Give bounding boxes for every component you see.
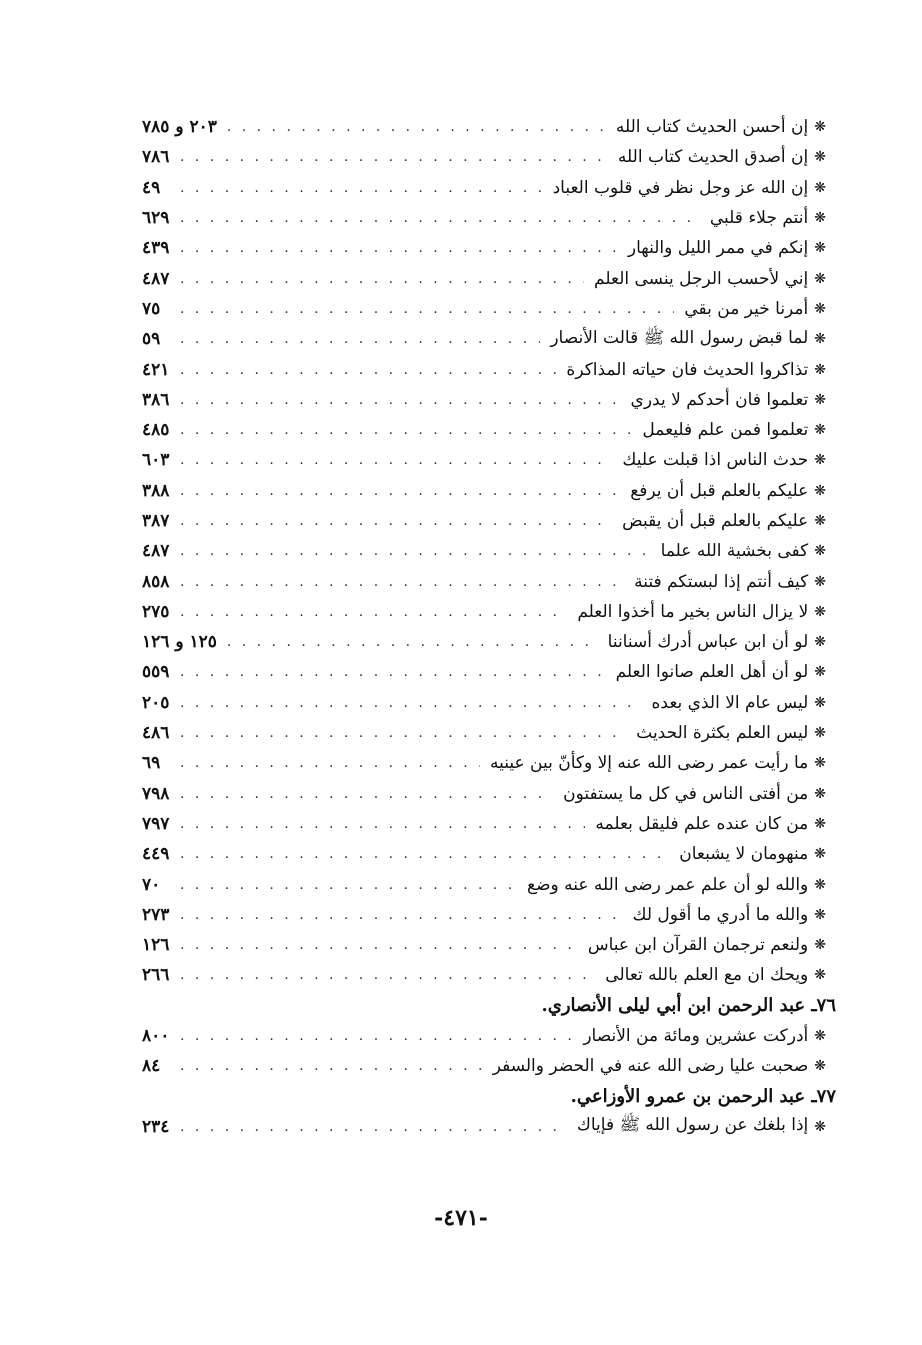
entry-text: أنتم جلاء قلبي <box>709 208 809 229</box>
bullet-icon: ❋ <box>814 240 826 257</box>
bullet-icon: ❋ <box>814 179 826 196</box>
dot-leader <box>180 301 674 317</box>
bullet-icon: ❋ <box>814 694 826 711</box>
entry-text: لا يزال الناس بخير ما أخذوا العلم <box>577 601 809 622</box>
entry-text: إن أصدق الحديث كتاب الله <box>617 147 809 168</box>
bullet-icon: ❋ <box>814 543 826 560</box>
dot-leader <box>180 452 612 468</box>
entry-text: إن الله عز وجل نظر في قلوب العباد <box>552 177 809 198</box>
entry-page-number: ٨٥٨ <box>142 571 170 592</box>
index-entry <box>142 142 826 172</box>
dot-leader <box>180 846 669 862</box>
entry-page-number: ٢٦٦ <box>142 965 170 986</box>
entry-page-number: ٤٢١ <box>142 359 170 380</box>
dot-leader <box>180 331 540 347</box>
index-entry <box>142 627 826 657</box>
dot-leader <box>180 1058 483 1074</box>
dot-leader <box>227 634 598 650</box>
entry-page-number: ٤٨٧ <box>142 268 170 289</box>
index-entry <box>142 688 826 718</box>
entry-page-number: ٧٠ <box>142 874 161 895</box>
dot-leader <box>180 392 621 408</box>
index-entry <box>142 657 826 687</box>
bullet-icon: ❋ <box>814 149 826 166</box>
entry-text: عليكم بالعلم قبل أن يقبض <box>622 511 809 531</box>
index-entry <box>142 718 826 748</box>
entry-page-number: ٥٥٩ <box>142 662 170 683</box>
entry-text: صحبت عليا رضى الله عنه في الحضر والسفر <box>492 1056 809 1077</box>
entry-page-number: ٦٢٩ <box>142 208 170 229</box>
index-entry <box>142 1051 826 1081</box>
index-entry <box>142 1112 826 1142</box>
entry-text: لو أن ابن عباس أدرك أسناننا <box>607 632 809 653</box>
dot-leader <box>180 604 567 620</box>
bullet-icon: ❋ <box>814 906 826 923</box>
index-entry <box>142 1021 826 1051</box>
dot-leader <box>227 119 606 135</box>
index-entry <box>142 324 826 354</box>
index-entry <box>142 748 826 778</box>
entry-text: ولنعم ترجمان القرآن ابن عباس <box>587 935 809 956</box>
entry-text: ما رأيت عمر رضى الله عنه إلا وكأنّ بين عينيه <box>489 753 809 774</box>
dot-leader <box>180 271 584 287</box>
section-heading: ٧٦ـ عبد الرحمن ابن أبي ليلى الأنصاري. <box>541 995 836 1017</box>
entry-text: كيف أنتم إذا لبستكم فتنة <box>634 571 809 592</box>
entry-page-number: ٤٨٦ <box>142 723 170 744</box>
bullet-icon: ❋ <box>814 1028 826 1045</box>
dot-leader <box>180 543 651 559</box>
entry-text: منهومان لا يشبعان <box>679 844 809 865</box>
bullet-icon: ❋ <box>814 331 826 348</box>
entry-text: من كان عنده علم فليقل بعلمه <box>595 813 809 834</box>
bullet-icon: ❋ <box>814 391 826 408</box>
entry-text: إنكم في ممر الليل والنهار <box>627 238 809 259</box>
entry-text: تعلموا فمن علم فليعمل <box>642 420 809 441</box>
entry-text: عليكم بالعلم قبل أن يرفع <box>630 480 809 501</box>
dot-leader <box>180 240 618 256</box>
dot-leader <box>180 422 632 438</box>
bullet-icon: ❋ <box>814 664 826 681</box>
entry-text: لما قبض رسول الله ﷺ قالت الأنصار <box>550 327 809 348</box>
dot-leader <box>180 664 606 680</box>
dot-leader <box>180 937 578 953</box>
entry-page-number: ٣٨٦ <box>142 389 170 410</box>
bullet-icon: ❋ <box>814 785 826 802</box>
index-entry <box>142 809 826 839</box>
index-entry <box>142 112 826 142</box>
bullet-icon: ❋ <box>814 573 826 590</box>
index-entry <box>142 960 826 990</box>
index-entry <box>142 779 826 809</box>
entry-text: أدركت عشرين ومائة من الأنصار <box>583 1026 809 1047</box>
dot-leader <box>180 877 517 893</box>
entry-page-number: ١٢٦ <box>142 935 170 956</box>
index-entry <box>142 233 826 263</box>
entry-text: من أفتى الناس في كل ما يستفتون <box>563 783 809 804</box>
entry-page-number: ٦٩ <box>142 753 161 774</box>
entry-page-number: ٨٠٠ <box>142 1026 170 1047</box>
entry-page-number: ٣٨٧ <box>142 511 170 531</box>
index-entry <box>142 173 826 203</box>
index-entry <box>142 900 826 930</box>
entry-page-number: ٥٩ <box>142 329 161 350</box>
dot-leader <box>180 180 543 196</box>
entry-page-number: ٢٧٣ <box>142 904 170 925</box>
dot-leader <box>180 362 556 378</box>
entry-text: إذا بلغك عن رسول الله ﷺ فإياك <box>576 1115 809 1136</box>
dot-leader <box>180 786 553 802</box>
dot-leader <box>180 1119 567 1135</box>
entry-text: تعلموا فان أحدكم لا يدري <box>630 389 809 410</box>
index-entry <box>142 415 826 445</box>
entry-page-number: ٢٣٤ <box>142 1116 170 1137</box>
bullet-icon: ❋ <box>814 937 826 954</box>
index-entry <box>142 566 826 596</box>
page-number: -٤٧١- <box>434 1205 488 1231</box>
entry-text: والله ما أدري ما أقول لك <box>632 904 809 925</box>
dot-leader <box>180 725 626 741</box>
bullet-icon: ❋ <box>814 967 826 984</box>
entry-page-number: ١٢٥ و ١٢٦ <box>142 632 217 653</box>
entry-page-number: ٢٧٥ <box>142 601 170 622</box>
entry-page-number: ٨٤ <box>142 1056 161 1077</box>
index-entry <box>142 445 826 475</box>
entry-text: ليس العلم بكثرة الحديث <box>636 723 809 744</box>
entry-text: إن أحسن الحديث كتاب الله <box>615 117 809 138</box>
dot-leader <box>180 755 480 771</box>
entry-page-number: ٢٠٣ و ٧٨٥ <box>142 117 217 138</box>
index-entry <box>142 354 826 384</box>
bullet-icon: ❋ <box>814 634 826 651</box>
entry-text: لو أن أهل العلم صانوا العلم <box>615 662 809 683</box>
entry-text: كفى بخشية الله علما <box>660 541 809 562</box>
index-entry <box>142 385 826 415</box>
index-entry <box>142 263 826 293</box>
bullet-icon: ❋ <box>814 1118 826 1135</box>
entry-page-number: ٤٨٥ <box>142 420 170 441</box>
dot-leader <box>180 574 624 590</box>
bullet-icon: ❋ <box>814 876 826 893</box>
entry-page-number: ٢٠٥ <box>142 692 170 713</box>
index-list <box>142 112 836 1142</box>
bullet-icon: ❋ <box>814 755 826 772</box>
index-entry <box>142 294 826 324</box>
entry-text: ليس عام الا الذي بعده <box>651 692 809 713</box>
section-heading: ٧٧ـ عبد الرحمن بن عمرو الأوزاعي. <box>570 1086 836 1108</box>
bullet-icon: ❋ <box>814 452 826 469</box>
index-entry <box>142 506 826 536</box>
index-entry <box>142 930 826 960</box>
entry-page-number: ٧٨٦ <box>142 147 170 168</box>
index-entry <box>142 203 826 233</box>
entry-page-number: ٤٣٩ <box>142 238 170 259</box>
bullet-icon: ❋ <box>814 482 826 499</box>
index-entry <box>142 869 826 899</box>
bullet-icon: ❋ <box>814 119 826 136</box>
dot-leader <box>180 907 623 923</box>
dot-leader <box>180 816 585 832</box>
entry-page-number: ٧٥ <box>142 298 161 319</box>
entry-page-number: ٤٤٩ <box>142 844 170 865</box>
bullet-icon: ❋ <box>814 603 826 620</box>
bullet-icon: ❋ <box>814 725 826 742</box>
dot-leader <box>180 513 612 529</box>
entry-page-number: ٤٩ <box>142 177 161 198</box>
dot-leader <box>180 967 595 983</box>
entry-page-number: ٧٩٨ <box>142 783 170 804</box>
entry-text: أمرنا خير من بقي <box>684 298 809 319</box>
dot-leader <box>180 695 642 711</box>
entry-page-number: ٧٩٧ <box>142 813 170 834</box>
bullet-icon: ❋ <box>814 361 826 378</box>
dot-leader <box>180 210 700 226</box>
index-entry <box>142 839 826 869</box>
dot-leader <box>180 149 608 165</box>
bullet-icon: ❋ <box>814 846 826 863</box>
bullet-icon: ❋ <box>814 210 826 227</box>
entry-page-number: ٣٨٨ <box>142 480 170 501</box>
bullet-icon: ❋ <box>814 815 826 832</box>
bullet-icon: ❋ <box>814 1058 826 1075</box>
entry-page-number: ٦٠٣ <box>142 450 170 471</box>
entry-text: ويحك ان مع العلم بالله تعالى <box>605 965 809 986</box>
bullet-icon: ❋ <box>814 513 826 529</box>
bullet-icon: ❋ <box>814 422 826 439</box>
entry-text: حدث الناس اذا قبلت عليك <box>622 450 809 471</box>
index-entry <box>142 476 826 506</box>
entry-text: تذاكروا الحديث فان حياته المذاكرة <box>566 359 809 380</box>
entry-page-number: ٤٨٧ <box>142 541 170 562</box>
dot-leader <box>180 483 620 499</box>
entry-text: إني لأحسب الرجل ينسى العلم <box>594 268 809 289</box>
index-entry <box>142 536 826 566</box>
index-entry <box>142 597 826 627</box>
bullet-icon: ❋ <box>814 300 826 317</box>
dot-leader <box>180 1028 573 1044</box>
entry-text: والله لو أن علم عمر رضى الله عنه وضع <box>527 874 809 895</box>
bullet-icon: ❋ <box>814 270 826 287</box>
